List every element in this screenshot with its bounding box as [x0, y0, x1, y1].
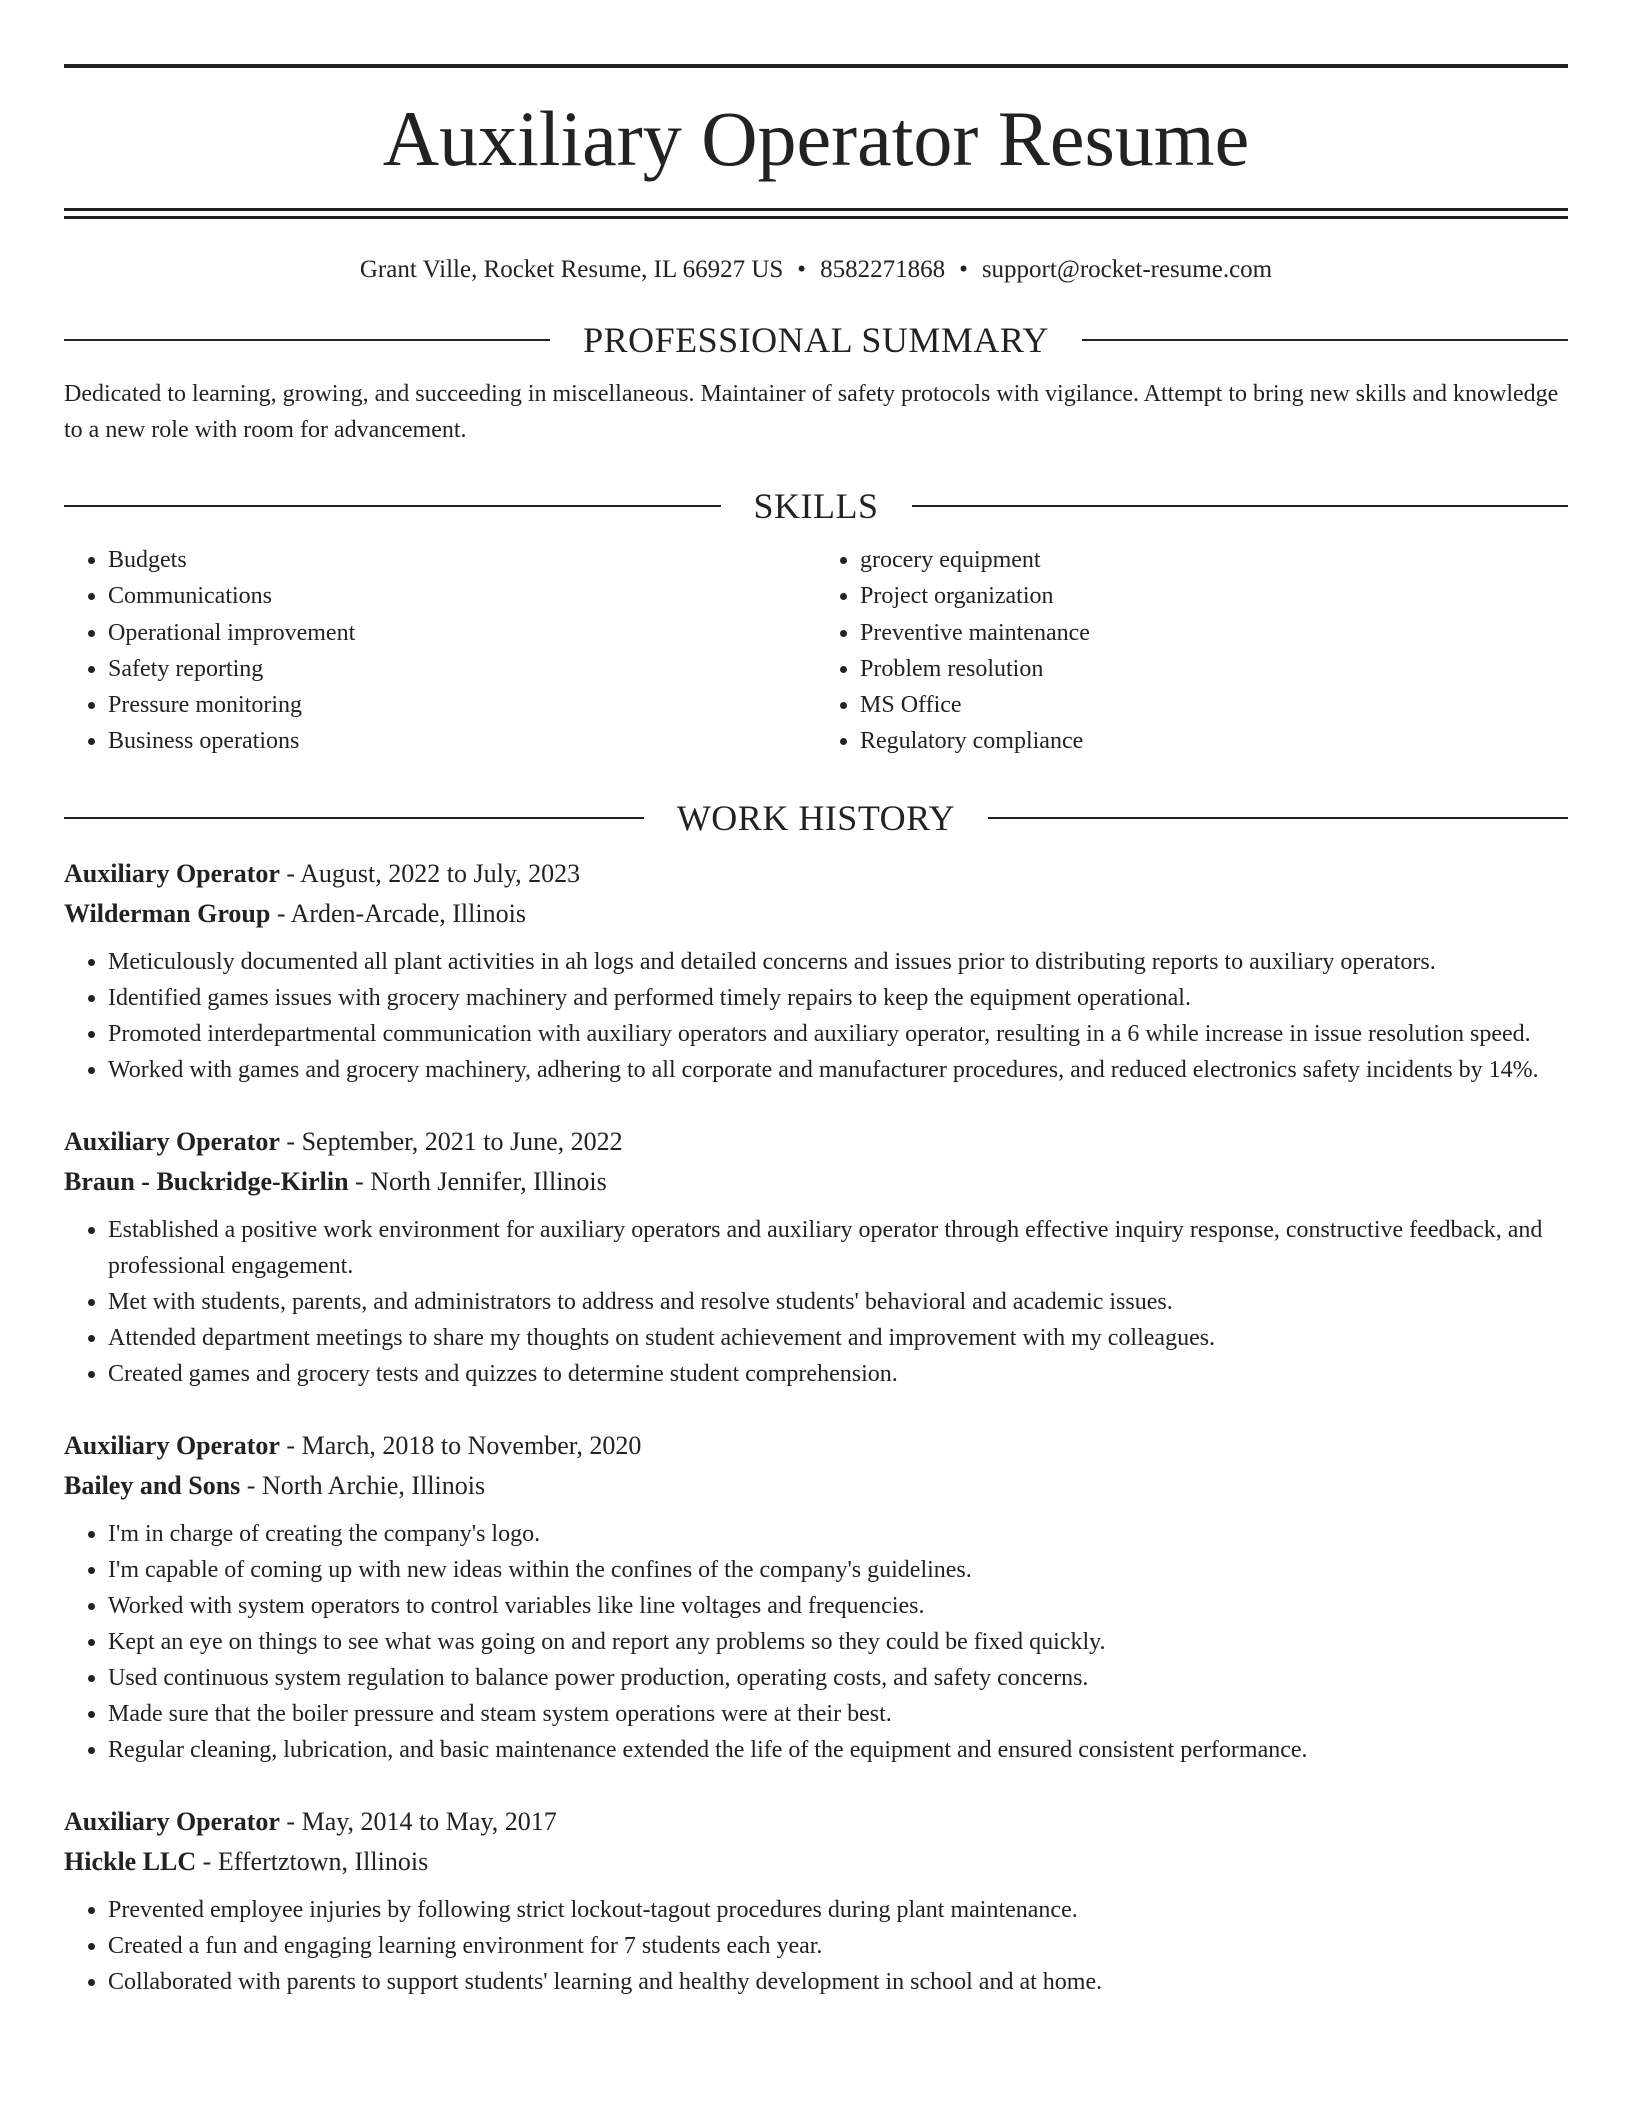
job-title: Auxiliary Operator — [64, 1806, 280, 1836]
job-bullet: • Identified games issues with grocery machinery and performed timely repairs to keep the equipment operational. — [108, 980, 1568, 1016]
job-title: Auxiliary Operator — [64, 858, 280, 888]
job-entry — [64, 1426, 1568, 1768]
job-location: - Arden-Arcade, Illinois — [270, 898, 526, 928]
skill-item: • Project organization — [860, 578, 1568, 614]
skill-item: • Regulatory compliance — [860, 723, 1568, 759]
job-bullet: • Created games and grocery tests and quizzes to determine student comprehension. — [108, 1356, 1568, 1392]
contact-line — [64, 257, 1568, 282]
job-bullet: • Used continuous system regulation to balance power production, operating costs, and safety concerns. — [108, 1660, 1568, 1696]
section-rule-left — [64, 339, 550, 341]
job-bullets — [64, 944, 1568, 1088]
contact-phone: 8582271868 — [820, 256, 946, 283]
job-bullet: • Established a positive work environment for auxiliary operators and auxiliary operator through effective inquiry response, constructive feedback, and professional engagement. — [108, 1212, 1568, 1284]
contact-email[interactable]: support@rocket-resume.com — [981, 256, 1273, 283]
skill-item: • Pressure monitoring — [108, 687, 816, 723]
summary-section-header — [64, 322, 1568, 358]
skills-list-right — [816, 542, 1568, 760]
job-dates: - March, 2018 to November, 2020 — [279, 1430, 642, 1460]
job-title-line — [64, 854, 1568, 894]
contact-address: Grant Ville, Rocket Resume, IL 66927 US — [359, 256, 784, 283]
job-location: - Effertztown, Illinois — [196, 1846, 429, 1876]
job-bullet: • Prevented employee injuries by following strict lockout-tagout procedures during plant maintenance. — [108, 1892, 1568, 1928]
page-title: Auxiliary Operator Resume — [382, 95, 1250, 182]
job-dates: - September, 2021 to June, 2022 — [279, 1126, 623, 1156]
job-title-line — [64, 1426, 1568, 1466]
job-title-line — [64, 1802, 1568, 1842]
job-dates: - May, 2014 to May, 2017 — [279, 1806, 557, 1836]
skill-item: • Preventive maintenance — [860, 615, 1568, 651]
job-bullet: • Worked with system operators to control variables like line voltages and frequencies. — [108, 1588, 1568, 1624]
job-entry — [64, 1122, 1568, 1392]
section-rule-left — [64, 505, 721, 507]
skill-item: • Safety reporting — [108, 651, 816, 687]
skills-columns — [64, 542, 1568, 760]
job-company: Bailey and Sons — [64, 1470, 241, 1500]
skill-item: • Business operations — [108, 723, 816, 759]
job-bullet: • Kept an eye on things to see what was going on and report any problems so they could be fixed quickly. — [108, 1624, 1568, 1660]
job-title: Auxiliary Operator — [64, 1126, 280, 1156]
job-bullet: • Meticulously documented all plant activities in ah logs and detailed concerns and issues prior to distributing reports to auxiliary operators. — [108, 944, 1568, 980]
section-rule-left — [64, 817, 644, 819]
job-bullets — [64, 1516, 1568, 1768]
job-bullet: • Attended department meetings to share my thoughts on student achievement and improvement with my colleagues. — [108, 1320, 1568, 1356]
skill-item: • Budgets — [108, 542, 816, 578]
work-history-section-header — [64, 797, 1568, 838]
job-company: Hickle LLC — [64, 1846, 197, 1876]
job-dates: - August, 2022 to July, 2023 — [279, 858, 581, 888]
skill-item: • Problem resolution — [860, 651, 1568, 687]
job-title-line — [64, 1122, 1568, 1162]
job-company-line — [64, 1466, 1568, 1506]
job-entry — [64, 854, 1568, 1088]
section-rule-right — [988, 817, 1568, 819]
skill-item: • Operational improvement — [108, 615, 816, 651]
job-bullet: • Regular cleaning, lubrication, and basic maintenance extended the life of the equipment and ensured consistent performance. — [108, 1732, 1568, 1768]
section-rule-right — [1082, 339, 1568, 341]
job-company: Braun - Buckridge-Kirlin — [64, 1166, 349, 1196]
contact-separator: • — [797, 256, 807, 283]
job-bullet: • I'm capable of coming up with new ideas within the confines of the company's guidelines. — [108, 1552, 1568, 1588]
job-bullet: • Met with students, parents, and administrators to address and resolve students' behavioral and academic issues. — [108, 1284, 1568, 1320]
job-company-line — [64, 1842, 1568, 1882]
job-bullet: • Worked with games and grocery machinery, adhering to all corporate and manufacturer procedures, and reduced electronics safety incidents by 14%. — [108, 1052, 1568, 1088]
summary-text: Dedicated to learning, growing, and succeeding in miscellaneous. Maintainer of safety protocols with vigilance. Attempt to bring new skills and knowledge to a new role with room for advancement. — [64, 381, 1559, 443]
job-bullet: • Created a fun and engaging learning environment for 7 students each year. — [108, 1928, 1568, 1964]
job-bullet: • Promoted interdepartmental communication with auxiliary operators and auxiliary operator, resulting in a 6 while increase in issue resolution speed. — [108, 1016, 1568, 1052]
work-history-list — [64, 854, 1568, 2000]
job-bullets — [64, 1892, 1568, 2000]
section-rule-right — [912, 505, 1569, 507]
job-bullets — [64, 1212, 1568, 1392]
job-company: Wilderman Group — [64, 898, 271, 928]
job-bullet: • Collaborated with parents to support students' learning and healthy development in school and at home. — [108, 1964, 1568, 2000]
resume-page — [64, 64, 1568, 2000]
skill-item: • MS Office — [860, 687, 1568, 723]
job-company-line — [64, 894, 1568, 934]
skill-item: • Communications — [108, 578, 816, 614]
skill-item: • grocery equipment — [860, 542, 1568, 578]
work-history-heading: WORK HISTORY — [676, 797, 956, 838]
job-bullet: • Made sure that the boiler pressure and steam system operations were at their best. — [108, 1696, 1568, 1732]
job-bullet: • I'm in charge of creating the company's logo. — [108, 1516, 1568, 1552]
job-entry — [64, 1802, 1568, 2000]
skills-list-left — [64, 542, 816, 760]
skills-section-header — [64, 488, 1568, 524]
title-double-rule — [64, 208, 1568, 219]
contact-separator: • — [959, 256, 968, 283]
job-company-line — [64, 1162, 1568, 1202]
job-location: - North Jennifer, Illinois — [348, 1166, 607, 1196]
job-location: - North Archie, Illinois — [240, 1470, 486, 1500]
summary-heading: PROFESSIONAL SUMMARY — [583, 320, 1049, 360]
skills-heading: SKILLS — [753, 486, 879, 526]
job-title: Auxiliary Operator — [64, 1430, 280, 1460]
top-rule — [64, 64, 1568, 68]
